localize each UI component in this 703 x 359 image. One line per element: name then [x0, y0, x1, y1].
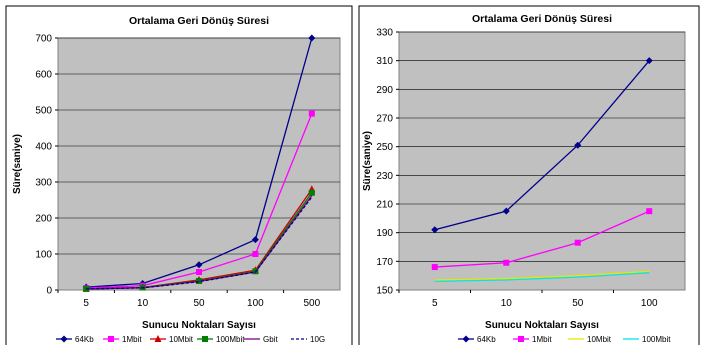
y-tick-label: 150 [376, 285, 393, 297]
legend-marker [108, 336, 114, 342]
y-tick-label: 400 [35, 141, 52, 153]
x-tick-label: 100 [247, 298, 264, 309]
y-tick-label: 300 [35, 177, 52, 189]
x-tick-label: 5 [83, 298, 89, 309]
x-tick-label: 10 [137, 298, 149, 309]
legend-marker [202, 336, 208, 342]
legend-label: 64Kb [477, 335, 496, 344]
y-axis-label: Süre(saniye) [362, 130, 373, 192]
legend-label: 10Mbit [169, 335, 194, 344]
data-point-2-3 [575, 240, 581, 246]
x-tick-label: 50 [193, 298, 205, 309]
y-tick-label: 290 [376, 84, 393, 96]
legend-label: 1Mbit [122, 335, 142, 344]
y-tick-label: 190 [376, 228, 393, 240]
chart-2 [359, 6, 699, 346]
legend-label: 100Mbit [642, 335, 671, 344]
data-point-4-5 [309, 190, 315, 196]
data-point-2-4 [252, 251, 258, 257]
y-tick-label: 170 [376, 256, 393, 268]
y-tick-label: 330 [376, 27, 393, 39]
data-point-2-2 [503, 260, 509, 266]
data-point-2-1 [432, 264, 438, 270]
y-tick-label: 230 [376, 170, 393, 182]
x-axis-label: Sunucu Noktaları Sayısı [485, 320, 599, 331]
y-tick-label: 200 [35, 213, 52, 225]
legend-label: 100Mbit [216, 335, 245, 344]
x-tick-label: 100 [640, 298, 658, 309]
chart-title: Ortalama Geri Dönüş Süresi [128, 15, 270, 27]
x-tick-label: 5 [431, 298, 438, 309]
y-tick-label: 210 [376, 199, 393, 211]
data-point-2-4 [646, 208, 652, 214]
y-tick-label: 700 [35, 33, 52, 45]
y-tick-label: 500 [35, 105, 52, 117]
y-tick-label: 100 [35, 249, 52, 261]
chart-title: Ortalama Geri Dönüş Süresi [471, 13, 613, 25]
legend-label: Gbit [263, 335, 278, 344]
x-axis-label: Sunucu Noktaları Sayısı [142, 320, 256, 331]
plot-area [58, 38, 340, 290]
y-tick-label: 0 [46, 285, 52, 297]
chart-1 [6, 6, 352, 346]
legend-label: 1Mbit [532, 335, 552, 344]
x-tick-label: 50 [572, 298, 584, 309]
legend-label: 10G [310, 335, 326, 344]
y-tick-label: 600 [35, 69, 52, 81]
y-tick-label: 310 [376, 56, 393, 68]
plot-area [399, 32, 685, 290]
legend-label: 64Kb [75, 335, 94, 344]
data-point-2-3 [196, 269, 202, 275]
x-tick-label: 10 [500, 298, 512, 309]
legend-label: 10Mbit [587, 335, 612, 344]
legend-marker [518, 336, 524, 342]
bottom-strip [0, 345, 703, 359]
data-point-2-5 [309, 111, 315, 117]
y-axis-label: Süre(saniye) [12, 133, 23, 195]
x-tick-label: 500 [303, 298, 321, 309]
y-tick-label: 270 [376, 113, 393, 125]
y-tick-label: 250 [376, 142, 393, 154]
